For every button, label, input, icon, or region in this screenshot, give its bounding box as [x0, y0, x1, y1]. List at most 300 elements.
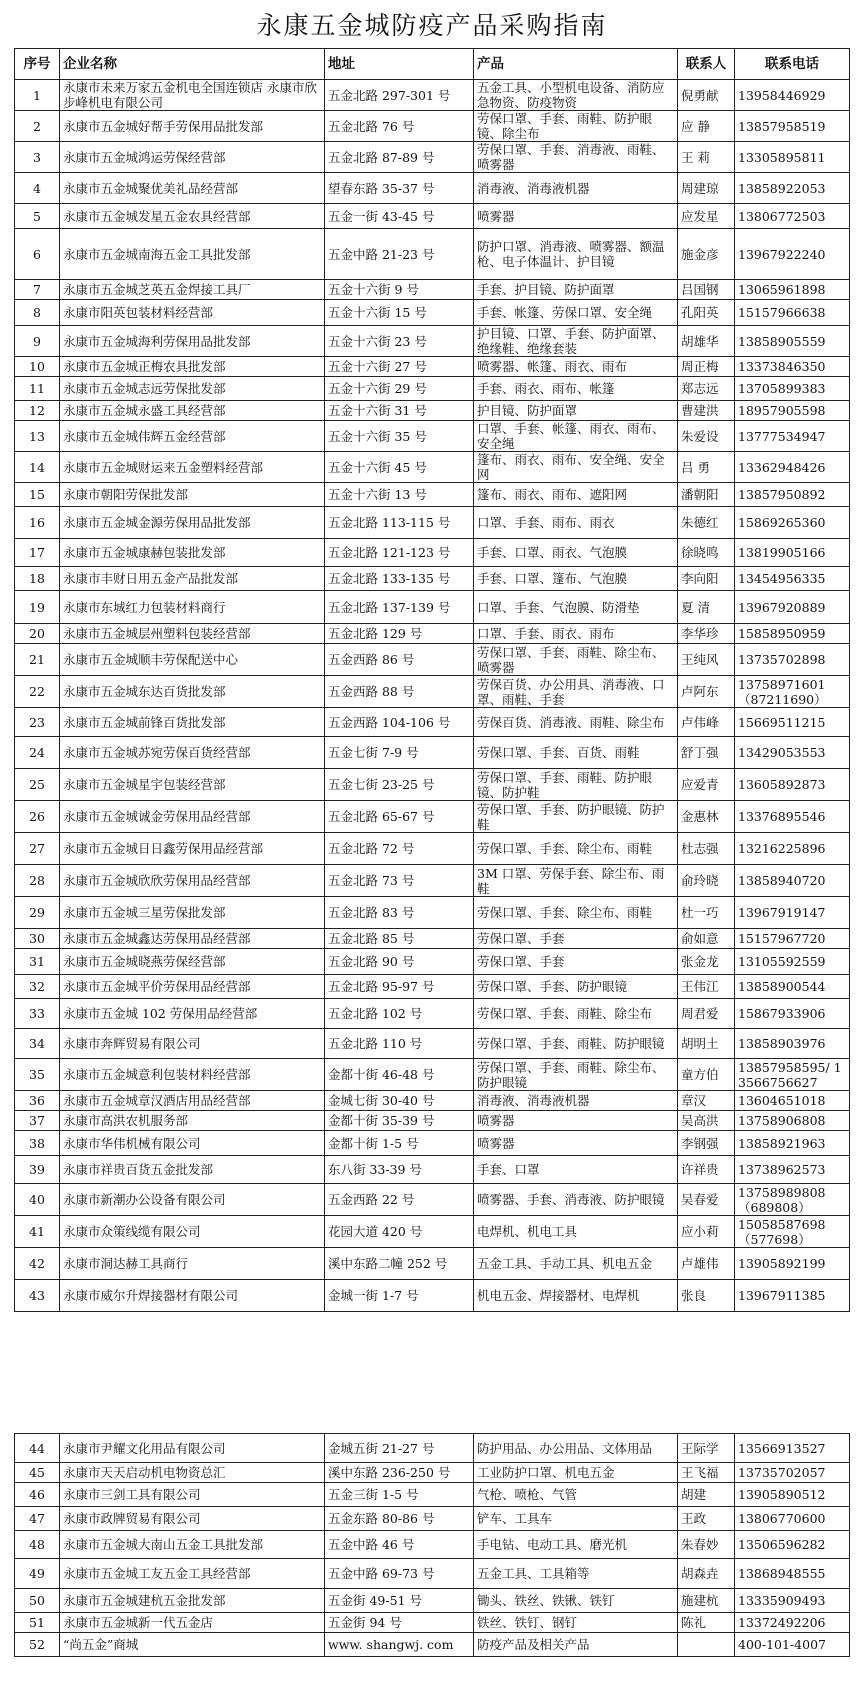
cell-contact: 王纯风: [678, 644, 735, 676]
cell-address: 金都十街 35-39 号: [325, 1111, 474, 1131]
cell-company-name: 永康市五金城三星劳保批发部: [60, 897, 325, 929]
cell-address: 五金七街 23-25 号: [325, 769, 474, 801]
table-row: [15, 708, 850, 737]
cell-products: 护目镜、口罩、手套、防护面罩、绝缘鞋、绝缘套装: [474, 326, 678, 357]
cell-company-name: 永康市五金城鸿运劳保经营部: [60, 142, 325, 173]
cell-company-name: “尚五金”商城: [60, 1633, 325, 1657]
cell-address: 五金北路 297-301 号: [325, 80, 474, 111]
cell-products: 劳保口罩、手套、百货、雨鞋: [474, 737, 678, 769]
cell-seq: 40: [15, 1184, 60, 1216]
cell-contact: 吕 勇: [678, 452, 735, 483]
cell-products: 劳保口罩、手套: [474, 949, 678, 975]
cell-contact: 施建杭: [678, 1589, 735, 1613]
cell-phone: 13705899383: [735, 377, 850, 401]
table-row: [15, 507, 850, 539]
cell-phone: 13305895811: [735, 142, 850, 173]
cell-products: 五金工具、小型机电设备、消防应急物资、防疫物资: [474, 80, 678, 111]
supplier-table-continued: [14, 1433, 850, 1657]
table-row: [15, 1613, 850, 1633]
supplier-table: [14, 48, 850, 1312]
cell-phone: 13777534947: [735, 421, 850, 452]
cell-products: 机电五金、焊接器材、电焊机: [474, 1280, 678, 1312]
cell-phone: 13819905166: [735, 539, 850, 567]
cell-products: 防护用品、办公用品、文体用品: [474, 1434, 678, 1463]
cell-company-name: 永康市五金城建杭五金批发部: [60, 1589, 325, 1613]
table-row: [15, 1156, 850, 1184]
cell-seq: 14: [15, 452, 60, 483]
table-row: [15, 280, 850, 300]
table-row: [15, 1483, 850, 1507]
table-row: [15, 644, 850, 676]
cell-company-name: 永康市五金城财运来五金塑料经营部: [60, 452, 325, 483]
cell-seq: 13: [15, 421, 60, 452]
cell-seq: 31: [15, 949, 60, 975]
cell-phone: 13738962573: [735, 1156, 850, 1184]
cell-company-name: 永康市华伟机械有限公司: [60, 1131, 325, 1156]
cell-phone: 13858905559: [735, 326, 850, 357]
cell-company-name: 永康市朝阳劳保批发部: [60, 483, 325, 507]
cell-seq: 3: [15, 142, 60, 173]
cell-phone: 13858900544: [735, 975, 850, 999]
cell-phone: 13868948555: [735, 1559, 850, 1589]
table-row: [15, 1091, 850, 1111]
table-row: [15, 1633, 850, 1657]
table-row: [15, 1280, 850, 1312]
table-row: [15, 1531, 850, 1559]
cell-seq: 12: [15, 401, 60, 421]
cell-phone: 13735702898: [735, 644, 850, 676]
table-row: [15, 737, 850, 769]
cell-company-name: 永康市五金城苏宛劳保百货经营部: [60, 737, 325, 769]
cell-address: 五金街 49-51 号: [325, 1589, 474, 1613]
cell-products: 手套、帐篷、劳保口罩、安全绳: [474, 300, 678, 326]
cell-address: 五金北路 110 号: [325, 1029, 474, 1059]
table-row: [15, 801, 850, 833]
table-header-row: [15, 49, 850, 80]
cell-seq: 47: [15, 1507, 60, 1531]
table-row: [15, 229, 850, 280]
cell-seq: 15: [15, 483, 60, 507]
cell-contact: 吴高洪: [678, 1111, 735, 1131]
cell-contact: 张良: [678, 1280, 735, 1312]
cell-company-name: 永康市新潮办公设备有限公司: [60, 1184, 325, 1216]
cell-contact: 应小莉: [678, 1216, 735, 1248]
header-address: 地址: [325, 49, 474, 80]
cell-contact: 郑志远: [678, 377, 735, 401]
cell-company-name: 永康市未来万家五金机电全国连锁店 永康市欣步峰机电有限公司: [60, 80, 325, 111]
cell-contact: 杜一巧: [678, 897, 735, 929]
table-row: [15, 1111, 850, 1131]
cell-company-name: 永康市五金城聚优美礼品经营部: [60, 173, 325, 204]
cell-company-name: 永康市高洪农机服务部: [60, 1111, 325, 1131]
cell-products: 电焊机、机电工具: [474, 1216, 678, 1248]
cell-address: 五金西路 86 号: [325, 644, 474, 676]
cell-address: 溪中东路 236-250 号: [325, 1463, 474, 1483]
cell-company-name: 永康市五金城 102 劳保用品经营部: [60, 999, 325, 1029]
cell-contact: 李向阳: [678, 567, 735, 591]
cell-products: 五金工具、手动工具、机电五金: [474, 1248, 678, 1280]
table-row: [15, 326, 850, 357]
cell-address: 五金十六街 23 号: [325, 326, 474, 357]
table-row: [15, 377, 850, 401]
cell-products: 劳保口罩、手套、消毒液、雨鞋、喷雾器: [474, 142, 678, 173]
cell-phone: 13362948426: [735, 452, 850, 483]
cell-phone: 13858922053: [735, 173, 850, 204]
cell-seq: 26: [15, 801, 60, 833]
cell-phone: 13566913527: [735, 1434, 850, 1463]
cell-products: 手套、口罩、雨衣、气泡膜: [474, 539, 678, 567]
cell-seq: 37: [15, 1111, 60, 1131]
cell-products: 手套、雨衣、雨布、帐篷: [474, 377, 678, 401]
table-row: [15, 949, 850, 975]
table-row: [15, 80, 850, 111]
cell-seq: 36: [15, 1091, 60, 1111]
cell-company-name: 永康市五金城意利包装材料经营部: [60, 1059, 325, 1091]
cell-contact: 周君爱: [678, 999, 735, 1029]
table-row: [15, 676, 850, 708]
cell-company-name: 永康市五金城平价劳保用品经营部: [60, 975, 325, 999]
cell-address: 五金十六街 35 号: [325, 421, 474, 452]
table-row: [15, 142, 850, 173]
cell-company-name: 永康市三剑工具有限公司: [60, 1483, 325, 1507]
cell-seq: 21: [15, 644, 60, 676]
cell-address: www. shangwj. com: [325, 1633, 474, 1657]
cell-seq: 29: [15, 897, 60, 929]
cell-seq: 38: [15, 1131, 60, 1156]
cell-phone: 13758989808 （689808）: [735, 1184, 850, 1216]
cell-seq: 41: [15, 1216, 60, 1248]
cell-phone: 400-101-4007: [735, 1633, 850, 1657]
cell-company-name: 永康市五金城芝英五金焊接工具厂: [60, 280, 325, 300]
cell-products: 喷雾器、手套、消毒液、防护眼镜: [474, 1184, 678, 1216]
cell-phone: 13758971601 （87211690）: [735, 676, 850, 708]
cell-address: 望春东路 35-37 号: [325, 173, 474, 204]
cell-address: 五金十六街 31 号: [325, 401, 474, 421]
cell-company-name: 永康市五金城金源劳保用品批发部: [60, 507, 325, 539]
cell-products: 劳保口罩、手套、雨鞋、除尘布: [474, 999, 678, 1029]
cell-seq: 51: [15, 1613, 60, 1633]
cell-address: 五金西路 88 号: [325, 676, 474, 708]
cell-seq: 50: [15, 1589, 60, 1613]
cell-contact: 卢阿东: [678, 676, 735, 708]
cell-phone: 13905892199: [735, 1248, 850, 1280]
cell-contact: 卢雄伟: [678, 1248, 735, 1280]
cell-seq: 5: [15, 204, 60, 229]
cell-seq: 24: [15, 737, 60, 769]
cell-company-name: 永康市天天启动机电物资总汇: [60, 1463, 325, 1483]
cell-address: 五金十六街 45 号: [325, 452, 474, 483]
cell-products: 劳保口罩、手套、雨鞋、防护眼镜: [474, 1029, 678, 1059]
cell-products: 手套、口罩、篷布、气泡膜: [474, 567, 678, 591]
cell-phone: 13857958519: [735, 111, 850, 142]
cell-seq: 9: [15, 326, 60, 357]
table-row: [15, 567, 850, 591]
cell-company-name: 永康市五金城诚金劳保用品经营部: [60, 801, 325, 833]
cell-company-name: 永康市五金城正梅农具批发部: [60, 357, 325, 377]
cell-seq: 1: [15, 80, 60, 111]
cell-contact: 胡明土: [678, 1029, 735, 1059]
header-contact: 联系人: [678, 49, 735, 80]
cell-address: 金城一街 1-7 号: [325, 1280, 474, 1312]
cell-seq: 33: [15, 999, 60, 1029]
table-row: [15, 1216, 850, 1248]
cell-phone: 13735702057: [735, 1463, 850, 1483]
cell-address: 五金北路 72 号: [325, 833, 474, 865]
cell-contact: 李华珍: [678, 624, 735, 644]
cell-seq: 30: [15, 929, 60, 949]
table-row: [15, 1248, 850, 1280]
cell-products: 气枪、喷枪、气管: [474, 1483, 678, 1507]
cell-products: 消毒液、消毒液机器: [474, 1091, 678, 1111]
cell-seq: 23: [15, 708, 60, 737]
cell-address: 五金七街 7-9 号: [325, 737, 474, 769]
cell-phone: 15058587698 （577698）: [735, 1216, 850, 1248]
cell-contact: 章汉: [678, 1091, 735, 1111]
table-row: [15, 865, 850, 897]
cell-products: 消毒液、消毒液机器: [474, 173, 678, 204]
cell-company-name: 永康市五金城晓燕劳保经营部: [60, 949, 325, 975]
cell-address: 五金北路 95-97 号: [325, 975, 474, 999]
cell-phone: 13335909493: [735, 1589, 850, 1613]
cell-seq: 42: [15, 1248, 60, 1280]
cell-seq: 16: [15, 507, 60, 539]
cell-products: 手电钻、电动工具、磨光机: [474, 1531, 678, 1559]
cell-company-name: 永康市五金城章汉酒店用品经营部: [60, 1091, 325, 1111]
cell-company-name: 永康市众策线缆有限公司: [60, 1216, 325, 1248]
cell-products: 劳保口罩、手套、防护眼镜、防护鞋: [474, 801, 678, 833]
cell-address: 五金三街 1-5 号: [325, 1483, 474, 1507]
cell-contact: 应爱青: [678, 769, 735, 801]
cell-address: 五金北路 83 号: [325, 897, 474, 929]
table-row: [15, 357, 850, 377]
cell-products: 五金工具、工具箱等: [474, 1559, 678, 1589]
cell-phone: 13373846350: [735, 357, 850, 377]
cell-phone: 13429053553: [735, 737, 850, 769]
cell-company-name: 永康市五金城永盛工具经营部: [60, 401, 325, 421]
header-name: 企业名称: [60, 49, 325, 80]
cell-address: 五金十六街 13 号: [325, 483, 474, 507]
cell-products: 工业防护口罩、机电五金: [474, 1463, 678, 1483]
table-row: [15, 401, 850, 421]
cell-seq: 20: [15, 624, 60, 644]
cell-contact: 陈礼: [678, 1613, 735, 1633]
cell-phone: 13372492206: [735, 1613, 850, 1633]
cell-phone: 13857958595/ 13566756627: [735, 1059, 850, 1091]
cell-phone: 13604651018: [735, 1091, 850, 1111]
cell-products: 喷雾器、帐篷、雨衣、雨布: [474, 357, 678, 377]
cell-seq: 2: [15, 111, 60, 142]
cell-products: 篷布、雨衣、雨布、安全绳、安全网: [474, 452, 678, 483]
cell-address: 五金街 94 号: [325, 1613, 474, 1633]
cell-seq: 11: [15, 377, 60, 401]
cell-address: 五金北路 90 号: [325, 949, 474, 975]
table-row: [15, 769, 850, 801]
cell-address: 东八街 33-39 号: [325, 1156, 474, 1184]
cell-address: 五金十六街 15 号: [325, 300, 474, 326]
table-row: [15, 1059, 850, 1091]
cell-phone: 13967919147: [735, 897, 850, 929]
cell-seq: 27: [15, 833, 60, 865]
table-row: [15, 173, 850, 204]
cell-company-name: 永康市五金城日日鑫劳保用品经营部: [60, 833, 325, 865]
table-body-continued: [15, 1434, 850, 1657]
cell-company-name: 永康市五金城层州塑料包装经营部: [60, 624, 325, 644]
cell-phone: 13858921963: [735, 1131, 850, 1156]
table-row: [15, 833, 850, 865]
cell-phone: 15157966638: [735, 300, 850, 326]
cell-products: 劳保口罩、手套、雨鞋、防护眼镜、防护鞋: [474, 769, 678, 801]
cell-company-name: 永康市洞达赫工具商行: [60, 1248, 325, 1280]
cell-phone: 13376895546: [735, 801, 850, 833]
cell-products: 劳保口罩、手套、除尘布、雨鞋: [474, 833, 678, 865]
cell-address: 金都十街 46-48 号: [325, 1059, 474, 1091]
page-title: 永康五金城防疫产品采购指南: [256, 11, 608, 40]
cell-address: 五金十六街 9 号: [325, 280, 474, 300]
cell-contact: 夏 清: [678, 591, 735, 624]
cell-phone: 15867933906: [735, 999, 850, 1029]
cell-products: 口罩、手套、气泡膜、防滑垫: [474, 591, 678, 624]
cell-contact: 王伟江: [678, 975, 735, 999]
cell-contact: 朱爱设: [678, 421, 735, 452]
cell-phone: 13967920889: [735, 591, 850, 624]
cell-company-name: 永康市五金城鑫达劳保用品经营部: [60, 929, 325, 949]
header-phone: 联系电话: [735, 49, 850, 80]
cell-phone: 13806772503: [735, 204, 850, 229]
table-body: [15, 80, 850, 1312]
cell-address: 溪中东路二幢 252 号: [325, 1248, 474, 1280]
cell-contact: 潘朝阳: [678, 483, 735, 507]
cell-company-name: 永康市五金城欣欣劳保用品经营部: [60, 865, 325, 897]
cell-products: 喷雾器: [474, 204, 678, 229]
cell-company-name: 永康市五金城前锋百货批发部: [60, 708, 325, 737]
cell-contact: 胡建: [678, 1483, 735, 1507]
cell-products: 防护口罩、消毒液、喷雾器、额温枪、电子体温计、护目镜: [474, 229, 678, 280]
cell-company-name: 永康市五金城顺丰劳保配送中心: [60, 644, 325, 676]
cell-products: 3M 口罩、劳保手套、除尘布、雨鞋: [474, 865, 678, 897]
cell-seq: 22: [15, 676, 60, 708]
cell-phone: 13967911385: [735, 1280, 850, 1312]
cell-contact: 王飞福: [678, 1463, 735, 1483]
table-row: [15, 624, 850, 644]
cell-contact: 周建琼: [678, 173, 735, 204]
cell-products: 劳保百货、消毒液、雨鞋、除尘布: [474, 708, 678, 737]
cell-phone: 13858903976: [735, 1029, 850, 1059]
cell-products: 喷雾器: [474, 1131, 678, 1156]
cell-products: 劳保口罩、手套、防护眼镜: [474, 975, 678, 999]
cell-address: 五金北路 121-123 号: [325, 539, 474, 567]
cell-address: 五金北路 113-115 号: [325, 507, 474, 539]
table-row: [15, 483, 850, 507]
table-row: [15, 897, 850, 929]
cell-company-name: 永康市丰财日用五金产品批发部: [60, 567, 325, 591]
cell-company-name: 永康市东城红力包装材料商行: [60, 591, 325, 624]
cell-products: 喷雾器: [474, 1111, 678, 1131]
cell-company-name: 永康市五金城好帮手劳保用品批发部: [60, 111, 325, 142]
cell-contact: 倪勇献: [678, 80, 735, 111]
table-row: [15, 111, 850, 142]
table-row: [15, 204, 850, 229]
cell-address: 五金西路 104-106 号: [325, 708, 474, 737]
cell-address: 五金北路 102 号: [325, 999, 474, 1029]
cell-contact: 张金龙: [678, 949, 735, 975]
cell-address: 五金中路 46 号: [325, 1531, 474, 1559]
cell-address: 五金北路 87-89 号: [325, 142, 474, 173]
cell-company-name: 永康市五金城伟辉五金经营部: [60, 421, 325, 452]
cell-products: 口罩、手套、帐篷、雨衣、雨布、安全绳: [474, 421, 678, 452]
cell-address: 金城五街 21-27 号: [325, 1434, 474, 1463]
cell-contact: 朱德红: [678, 507, 735, 539]
cell-phone: 13454956335: [735, 567, 850, 591]
cell-phone: 13857950892: [735, 483, 850, 507]
cell-seq: 4: [15, 173, 60, 204]
table-row: [15, 300, 850, 326]
cell-products: 劳保口罩、手套: [474, 929, 678, 949]
cell-products: 口罩、手套、雨衣、雨布: [474, 624, 678, 644]
table-row: [15, 975, 850, 999]
cell-seq: 34: [15, 1029, 60, 1059]
cell-address: 五金东路 80-86 号: [325, 1507, 474, 1531]
cell-products: 铲车、工具车: [474, 1507, 678, 1531]
table-row: [15, 929, 850, 949]
cell-seq: 48: [15, 1531, 60, 1559]
cell-products: 劳保口罩、手套、雨鞋、除尘布、防护眼镜: [474, 1059, 678, 1091]
cell-phone: 13605892873: [735, 769, 850, 801]
cell-address: 五金十六街 27 号: [325, 357, 474, 377]
cell-address: 五金北路 85 号: [325, 929, 474, 949]
cell-company-name: 永康市五金城志远劳保批发部: [60, 377, 325, 401]
cell-seq: 18: [15, 567, 60, 591]
cell-phone: 18957905598: [735, 401, 850, 421]
cell-company-name: 永康市奔辉贸易有限公司: [60, 1029, 325, 1059]
cell-seq: 52: [15, 1633, 60, 1657]
cell-contact: 朱春妙: [678, 1531, 735, 1559]
cell-contact: 胡森垚: [678, 1559, 735, 1589]
table-row: [15, 1184, 850, 1216]
cell-phone: 13806770600: [735, 1507, 850, 1531]
cell-phone: 13065961898: [735, 280, 850, 300]
cell-phone: 15157967720: [735, 929, 850, 949]
cell-phone: 13758906808: [735, 1111, 850, 1131]
cell-address: 五金十六街 29 号: [325, 377, 474, 401]
cell-phone: 13905890512: [735, 1483, 850, 1507]
cell-company-name: 永康市政牌贸易有限公司: [60, 1507, 325, 1531]
table-row: [15, 421, 850, 452]
table-row: [15, 1463, 850, 1483]
cell-phone: 15669511215: [735, 708, 850, 737]
cell-seq: 8: [15, 300, 60, 326]
cell-contact: 舒丁强: [678, 737, 735, 769]
table-row: [15, 452, 850, 483]
table-row: [15, 591, 850, 624]
cell-address: 五金北路 73 号: [325, 865, 474, 897]
cell-address: 五金中路 21-23 号: [325, 229, 474, 280]
cell-seq: 45: [15, 1463, 60, 1483]
table-row: [15, 1029, 850, 1059]
table-row: [15, 1589, 850, 1613]
cell-products: 篷布、雨衣、雨布、遮阳网: [474, 483, 678, 507]
cell-phone: 13506596282: [735, 1531, 850, 1559]
cell-seq: 25: [15, 769, 60, 801]
cell-seq: 32: [15, 975, 60, 999]
cell-phone: 13967922240: [735, 229, 850, 280]
cell-address: 金都十街 1-5 号: [325, 1131, 474, 1156]
cell-contact: 许祥贵: [678, 1156, 735, 1184]
cell-contact: 金惠林: [678, 801, 735, 833]
header-product: 产品: [474, 49, 678, 80]
cell-contact: 曹建洪: [678, 401, 735, 421]
cell-contact: 王 莉: [678, 142, 735, 173]
cell-products: 劳保百货、办公用具、消毒液、口罩、雨鞋、手套: [474, 676, 678, 708]
